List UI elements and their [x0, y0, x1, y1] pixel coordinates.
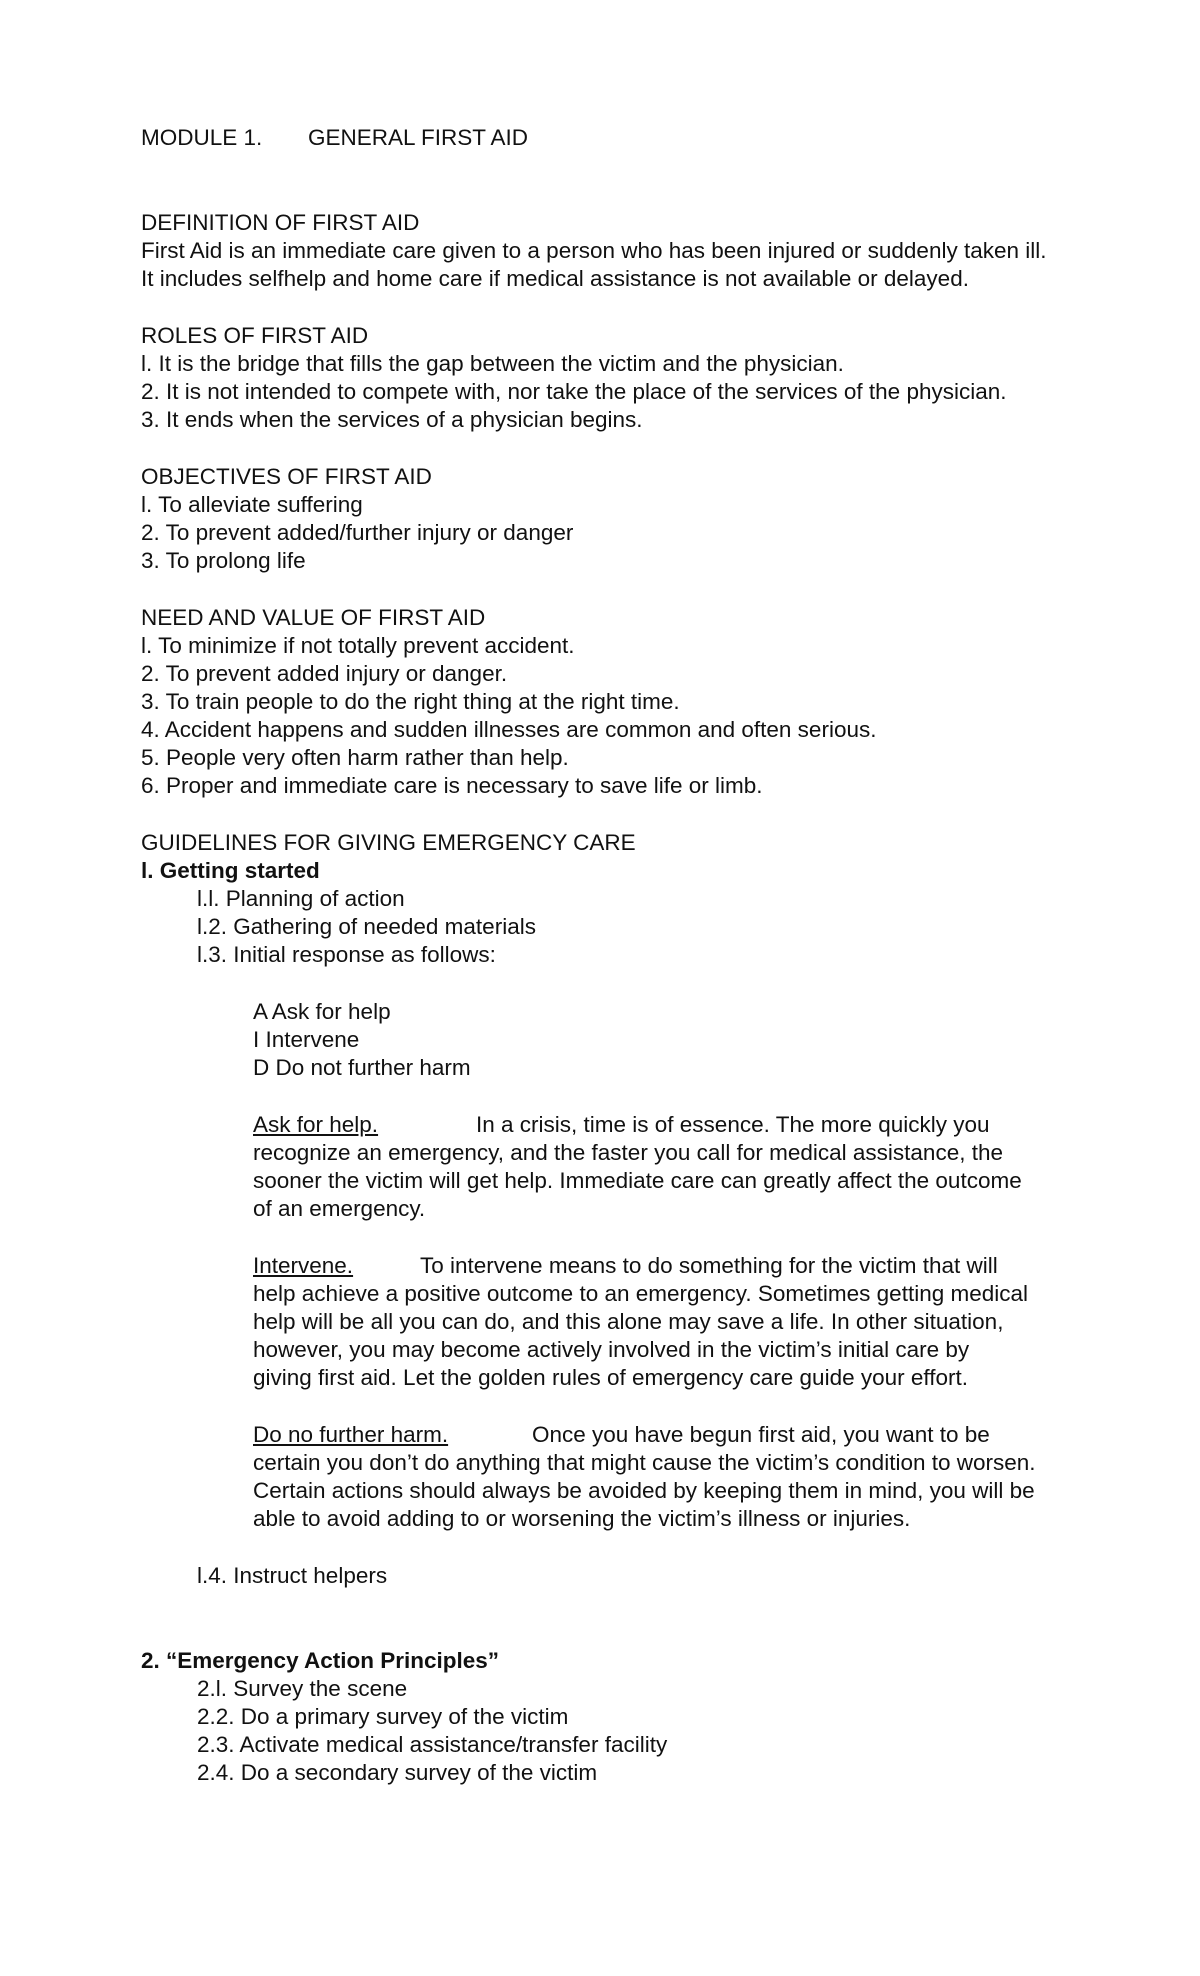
aid-item: A Ask for help [253, 999, 391, 1024]
need-value-item: 3. To train people to do the right thing at the right time. [141, 689, 680, 714]
aid-item: I Intervene [253, 1027, 360, 1052]
no-harm-text: Once you have begun first aid, you want to be [532, 1422, 990, 1447]
no-harm-text: Certain actions should always be avoided by keeping them in mind, you will be [253, 1478, 1035, 1503]
definition-line: First Aid is an immediate care given to a person who has been injured or suddenly taken ill. [141, 238, 1047, 263]
roles-item: 2. It is not intended to compete with, nor take the place of the services of the physician. [141, 379, 1007, 404]
need-value-item: l. To minimize if not totally prevent accident. [141, 633, 575, 658]
section2-item: 2.4. Do a secondary survey of the victim [197, 1760, 598, 1785]
objectives-item: l. To alleviate suffering [141, 492, 363, 517]
objectives-heading: OBJECTIVES OF FIRST AID [141, 464, 432, 489]
intervene-text: To intervene means to do something for the victim that will [420, 1253, 998, 1278]
section2-item: 2.3. Activate medical assistance/transfer facility [197, 1732, 668, 1757]
intervene-term: Intervene. [253, 1253, 354, 1278]
ask-text: of an emergency. [253, 1196, 426, 1221]
need-value-heading: NEED AND VALUE OF FIRST AID [141, 605, 486, 630]
ask-text: sooner the victim will get help. Immediate care can greatly affect the outcome [253, 1168, 1022, 1193]
intervene-text: giving first aid. Let the golden rules of emergency care guide your effort. [253, 1365, 968, 1390]
no-harm-term: Do no further harm. [253, 1422, 449, 1447]
intervene-text: help achieve a positive outcome to an emergency. Sometimes getting medical [253, 1281, 1028, 1306]
section2-item: 2.l. Survey the scene [197, 1676, 408, 1701]
module-title: GENERAL FIRST AID [308, 125, 529, 150]
objectives-item: 3. To prolong life [141, 548, 306, 573]
need-value-item: 5. People very often harm rather than help. [141, 745, 569, 770]
section1-title: l. Getting started [141, 858, 320, 883]
roles-item: 3. It ends when the services of a physician begins. [141, 407, 643, 432]
guidelines-heading: GUIDELINES FOR GIVING EMERGENCY CARE [141, 830, 636, 855]
ask-term: Ask for help. [253, 1112, 379, 1137]
section2-title: 2. “Emergency Action Principles” [141, 1648, 500, 1673]
roles-heading: ROLES OF FIRST AID [141, 323, 369, 348]
section1-item: l.l. Planning of action [197, 886, 405, 911]
ask-text: recognize an emergency, and the faster you call for medical assistance, the [253, 1140, 1003, 1165]
definition-heading: DEFINITION OF FIRST AID [141, 210, 420, 235]
roles-item: l. It is the bridge that fills the gap between the victim and the physician. [141, 351, 844, 376]
intervene-text: help will be all you can do, and this alone may save a life. In other situation, [253, 1309, 1004, 1334]
intervene-text: however, you may become actively involved in the victim’s initial care by [253, 1337, 970, 1362]
aid-item: D Do not further harm [253, 1055, 471, 1080]
need-value-item: 2. To prevent added injury or danger. [141, 661, 508, 686]
section1-item: l.3. Initial response as follows: [197, 942, 496, 967]
definition-line: It includes selfhelp and home care if medical assistance is not available or delayed. [141, 266, 969, 291]
no-harm-text: able to avoid adding to or worsening the victim’s illness or injuries. [253, 1506, 911, 1531]
need-value-item: 6. Proper and immediate care is necessary to save life or limb. [141, 773, 763, 798]
section2-item: 2.2. Do a primary survey of the victim [197, 1704, 569, 1729]
need-value-item: 4. Accident happens and sudden illnesses are common and often serious. [141, 717, 877, 742]
no-harm-text: certain you don’t do anything that might cause the victim’s condition to worsen. [253, 1450, 1036, 1475]
ask-text: In a crisis, time is of essence. The more quickly you [476, 1112, 990, 1137]
objectives-item: 2. To prevent added/further injury or danger [141, 520, 574, 545]
section1-item: l.4. Instruct helpers [197, 1563, 388, 1588]
module-number: MODULE 1. [141, 125, 263, 150]
section1-item: l.2. Gathering of needed materials [197, 914, 536, 939]
